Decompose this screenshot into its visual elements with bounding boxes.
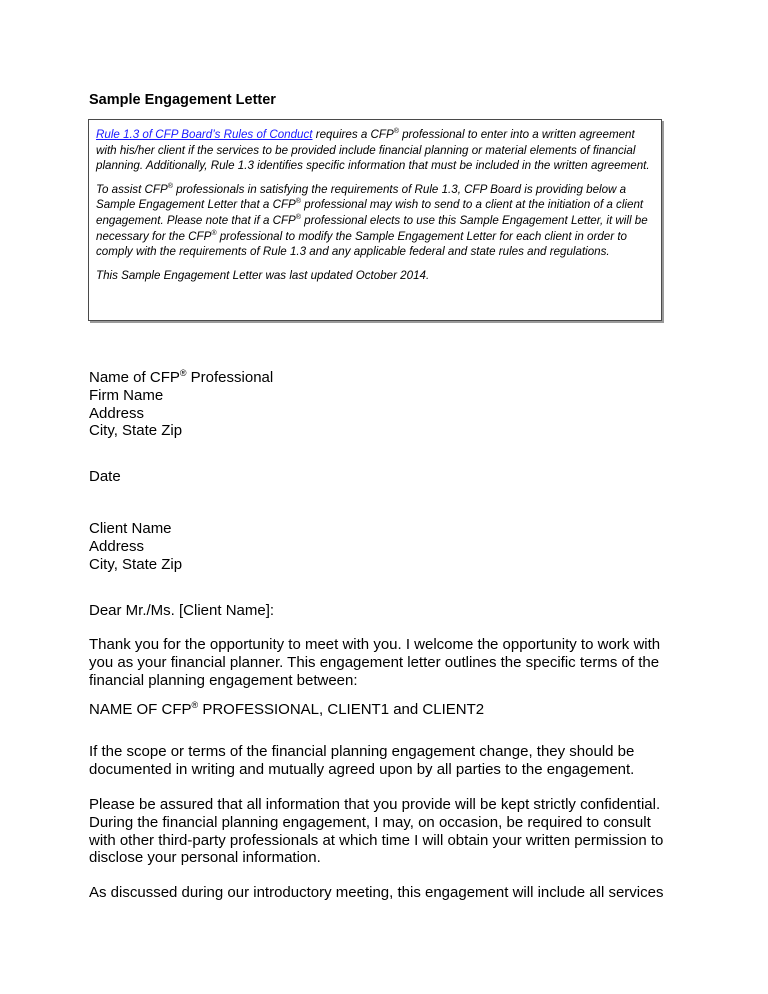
document-title: Sample Engagement Letter xyxy=(89,92,276,108)
notice-box xyxy=(88,119,662,321)
body-paragraph-4: As discussed during our introductory meeting, this engagement will include all services xyxy=(89,884,664,901)
recipient-block xyxy=(89,520,182,573)
notice-paragraph-3: This Sample Engagement Letter was last updated October 2014. xyxy=(96,268,430,282)
rule-1-3-link[interactable]: Rule 1.3 of CFP Board’s Rules of Conduct xyxy=(96,128,313,141)
parties-line: NAME OF CFP® PROFESSIONAL, CLIENT1 and CLIENT2 xyxy=(89,700,485,718)
recipient-address: Address xyxy=(89,537,145,555)
sender-address: Address xyxy=(89,404,145,422)
notice-paragraph-1: Rule 1.3 of CFP Board’s Rules of Conduct requires a CFP® professional to enter into a written agreement with his/her client if the services to be provided include financial planning or material elements of financial planning. Additionally, Rule 1.3 identifies specific information that must be included in the written agreement. xyxy=(96,128,650,173)
salutation: Dear Mr./Ms. [Client Name]: xyxy=(89,602,275,619)
recipient-name: Client Name xyxy=(89,520,172,537)
body-paragraph-3: Please be assured that all information that you provide will be kept strictly confidential. During the financial planning engagement, I may, on occasion, be required to consult with other third-party professionals at which time I will obtain your written permission to disclose your personal information. xyxy=(89,796,664,867)
body-paragraph-1: Thank you for the opportunity to meet with you. I welcome the opportunity to work with you as your financial planner. This engagement letter outlines the specific terms of the financial planning engagement between: xyxy=(89,636,661,689)
sender-firm: Firm Name xyxy=(89,386,164,404)
sender-block xyxy=(89,369,273,440)
sender-name: Name of CFP® Professional xyxy=(89,368,274,386)
sender-city: City, State Zip xyxy=(89,422,183,440)
letter-date: Date xyxy=(89,468,121,485)
notice-paragraph-2: To assist CFP® professionals in satisfying the requirements of Rule 1.3, CFP Board is providing below a Sample Engagement Letter that a CFP® professional may wish to send to a client at the initiation of a client engagement. Please note that if a CFP® professional elects to use this Sample Engagement Letter, it will be necessary for the CFP® professional to modify the Sample Engagement Letter for each client in order to comply with the requirements of Rule 1.3 and any applicable federal and state rules and regulations. xyxy=(96,182,648,259)
recipient-city: City, State Zip xyxy=(89,555,183,573)
body-paragraph-2: If the scope or terms of the financial planning engagement change, they should be documented in writing and mutually agreed upon by all parties to the engagement. xyxy=(89,743,635,778)
